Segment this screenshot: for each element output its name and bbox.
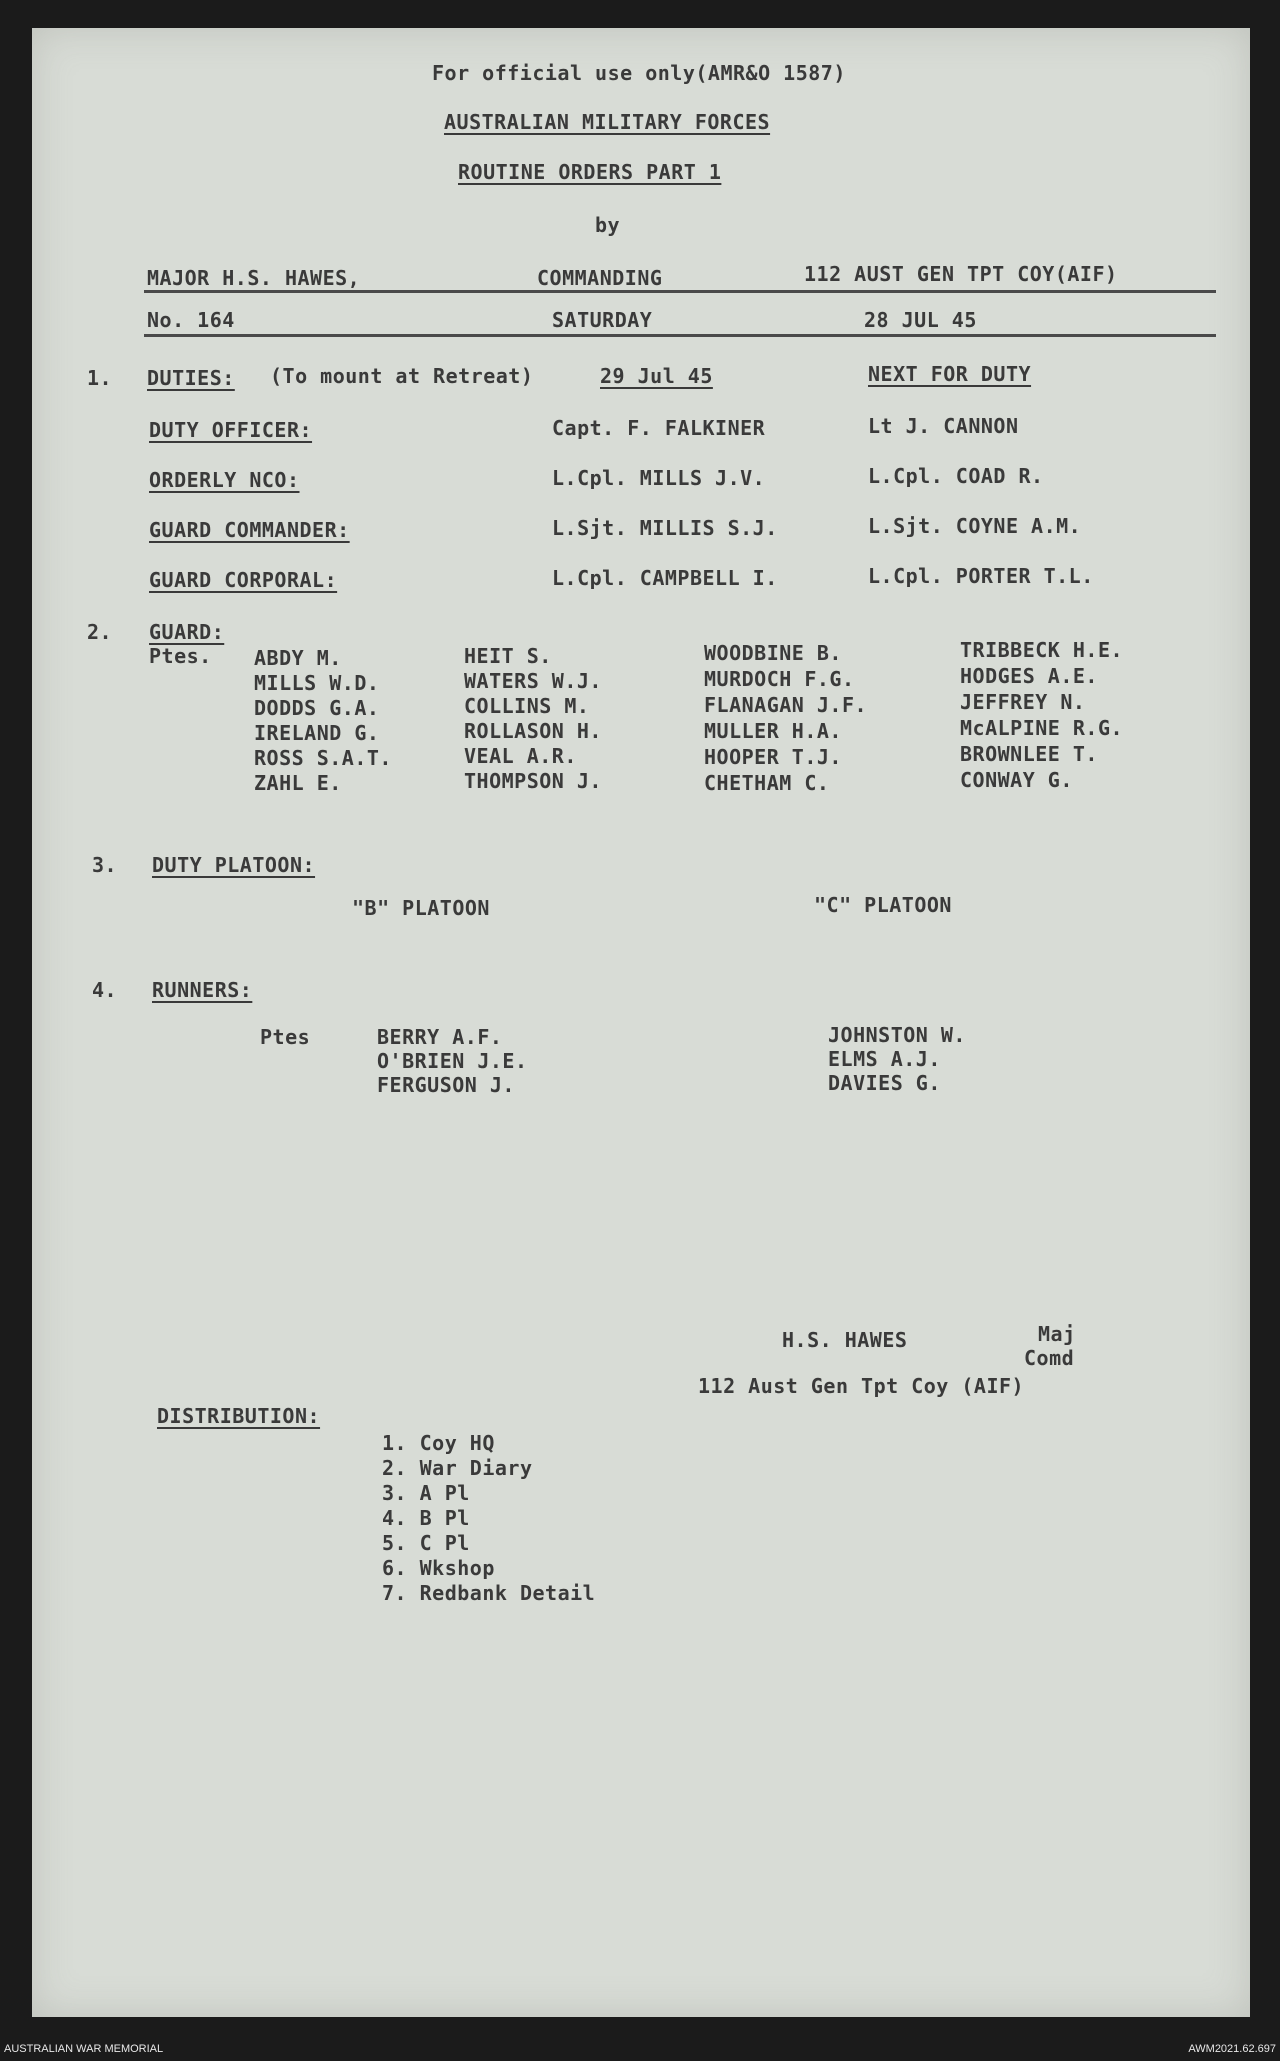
guard-member: MILLS W.D. bbox=[254, 671, 380, 695]
distribution-item: 6. Wkshop bbox=[382, 1556, 495, 1580]
guard-member: HOOPER T.J. bbox=[704, 745, 842, 769]
runner: DAVIES G. bbox=[828, 1071, 941, 1095]
runner: O'BRIEN J.E. bbox=[377, 1049, 528, 1073]
officer-role: COMMANDING bbox=[537, 266, 663, 290]
force-title: AUSTRALIAN MILITARY FORCES bbox=[444, 110, 771, 134]
header-rule-1 bbox=[144, 290, 1216, 293]
runners-heading: RUNNERS: bbox=[152, 978, 253, 1002]
runner: FERGUSON J. bbox=[377, 1073, 515, 1097]
runner: JOHNSTON W. bbox=[828, 1023, 966, 1047]
guard-member: DODDS G.A. bbox=[254, 696, 380, 720]
unit-name: 112 AUST GEN TPT COY(AIF) bbox=[804, 262, 1118, 286]
archive-reference: AWM2021.62.697 bbox=[1188, 2043, 1276, 2055]
signature-rank: Maj bbox=[1038, 1322, 1076, 1346]
guard-number: 2. bbox=[87, 620, 113, 644]
orders-title: ROUTINE ORDERS PART 1 bbox=[458, 160, 722, 184]
guard-member: JEFFREY N. bbox=[960, 690, 1086, 714]
distribution-item: 4. B Pl bbox=[382, 1506, 470, 1530]
guard-member: BROWNLEE T. bbox=[960, 742, 1098, 766]
next-for-duty-heading: NEXT FOR DUTY bbox=[868, 362, 1032, 386]
duty-current: L.Cpl. MILLS J.V. bbox=[552, 466, 766, 490]
distribution-heading: DISTRIBUTION: bbox=[157, 1404, 321, 1428]
guard-member: TRIBBECK H.E. bbox=[960, 638, 1124, 662]
guard-member: THOMPSON J. bbox=[464, 769, 602, 793]
duty-platoon-current: "B" PLATOON bbox=[352, 896, 490, 920]
guard-prefix: Ptes. bbox=[149, 644, 212, 668]
guard-member: ABDY M. bbox=[254, 646, 342, 670]
signature-unit: 112 Aust Gen Tpt Coy (AIF) bbox=[698, 1374, 1025, 1398]
duty-next: L.Sjt. COYNE A.M. bbox=[868, 514, 1082, 538]
classification-line: For official use only(AMR&O 1587) bbox=[432, 61, 846, 85]
duty-role: ORDERLY NCO: bbox=[149, 468, 300, 492]
guard-member: FLANAGAN J.F. bbox=[704, 693, 868, 717]
guard-member: CHETHAM C. bbox=[704, 771, 830, 795]
guard-member: MURDOCH F.G. bbox=[704, 667, 855, 691]
header-rule-2 bbox=[144, 334, 1216, 337]
distribution-item: 3. A Pl bbox=[382, 1481, 470, 1505]
distribution-item: 5. C Pl bbox=[382, 1531, 470, 1555]
duty-platoon-next: "C" PLATOON bbox=[814, 893, 952, 917]
distribution-item: 2. War Diary bbox=[382, 1456, 533, 1480]
duties-number: 1. bbox=[87, 366, 113, 390]
order-day: SATURDAY bbox=[552, 308, 653, 332]
guard-member: MULLER H.A. bbox=[704, 719, 842, 743]
document-page bbox=[32, 28, 1250, 2017]
guard-heading: GUARD: bbox=[149, 620, 225, 644]
order-number: No. 164 bbox=[147, 308, 235, 332]
duties-note: (To mount at Retreat) bbox=[270, 364, 534, 388]
duty-next: L.Cpl. COAD R. bbox=[868, 464, 1044, 488]
guard-member: WOODBINE B. bbox=[704, 641, 842, 665]
runner: ELMS A.J. bbox=[828, 1047, 941, 1071]
by-line: by bbox=[595, 213, 621, 237]
archive-caption: AUSTRALIAN WAR MEMORIAL bbox=[4, 2043, 164, 2055]
duties-heading: DUTIES: bbox=[147, 366, 235, 390]
signature-title: Comd bbox=[1024, 1346, 1075, 1370]
guard-member: HODGES A.E. bbox=[960, 664, 1098, 688]
duty-current: L.Cpl. CAMPBELL I. bbox=[552, 566, 778, 590]
duty-current: L.Sjt. MILLIS S.J. bbox=[552, 516, 778, 540]
guard-member: ZAHL E. bbox=[254, 771, 342, 795]
guard-member: IRELAND G. bbox=[254, 721, 380, 745]
guard-member: McALPINE R.G. bbox=[960, 716, 1124, 740]
runners-prefix: Ptes bbox=[260, 1025, 311, 1049]
duty-role: GUARD COMMANDER: bbox=[149, 518, 350, 542]
duty-role: GUARD CORPORAL: bbox=[149, 568, 338, 592]
guard-member: WATERS W.J. bbox=[464, 669, 602, 693]
officer-name: MAJOR H.S. HAWES, bbox=[147, 266, 361, 290]
guard-member: ROLLASON H. bbox=[464, 719, 602, 743]
runner: BERRY A.F. bbox=[377, 1025, 503, 1049]
distribution-item: 1. Coy HQ bbox=[382, 1431, 495, 1455]
signature-name: H.S. HAWES bbox=[782, 1328, 908, 1352]
duty-next: Lt J. CANNON bbox=[868, 414, 1019, 438]
duties-date: 29 Jul 45 bbox=[600, 364, 713, 388]
platoon-heading: DUTY PLATOON: bbox=[152, 853, 316, 877]
guard-member: VEAL A.R. bbox=[464, 744, 577, 768]
runners-number: 4. bbox=[92, 978, 118, 1002]
guard-member: CONWAY G. bbox=[960, 768, 1073, 792]
distribution-item: 7. Redbank Detail bbox=[382, 1581, 596, 1605]
duty-next: L.Cpl. PORTER T.L. bbox=[868, 564, 1094, 588]
guard-member: COLLINS M. bbox=[464, 694, 590, 718]
guard-member: HEIT S. bbox=[464, 644, 552, 668]
duty-role: DUTY OFFICER: bbox=[149, 418, 313, 442]
guard-member: ROSS S.A.T. bbox=[254, 746, 392, 770]
duty-current: Capt. F. FALKINER bbox=[552, 416, 766, 440]
order-date: 28 JUL 45 bbox=[864, 308, 977, 332]
platoon-number: 3. bbox=[92, 853, 118, 877]
